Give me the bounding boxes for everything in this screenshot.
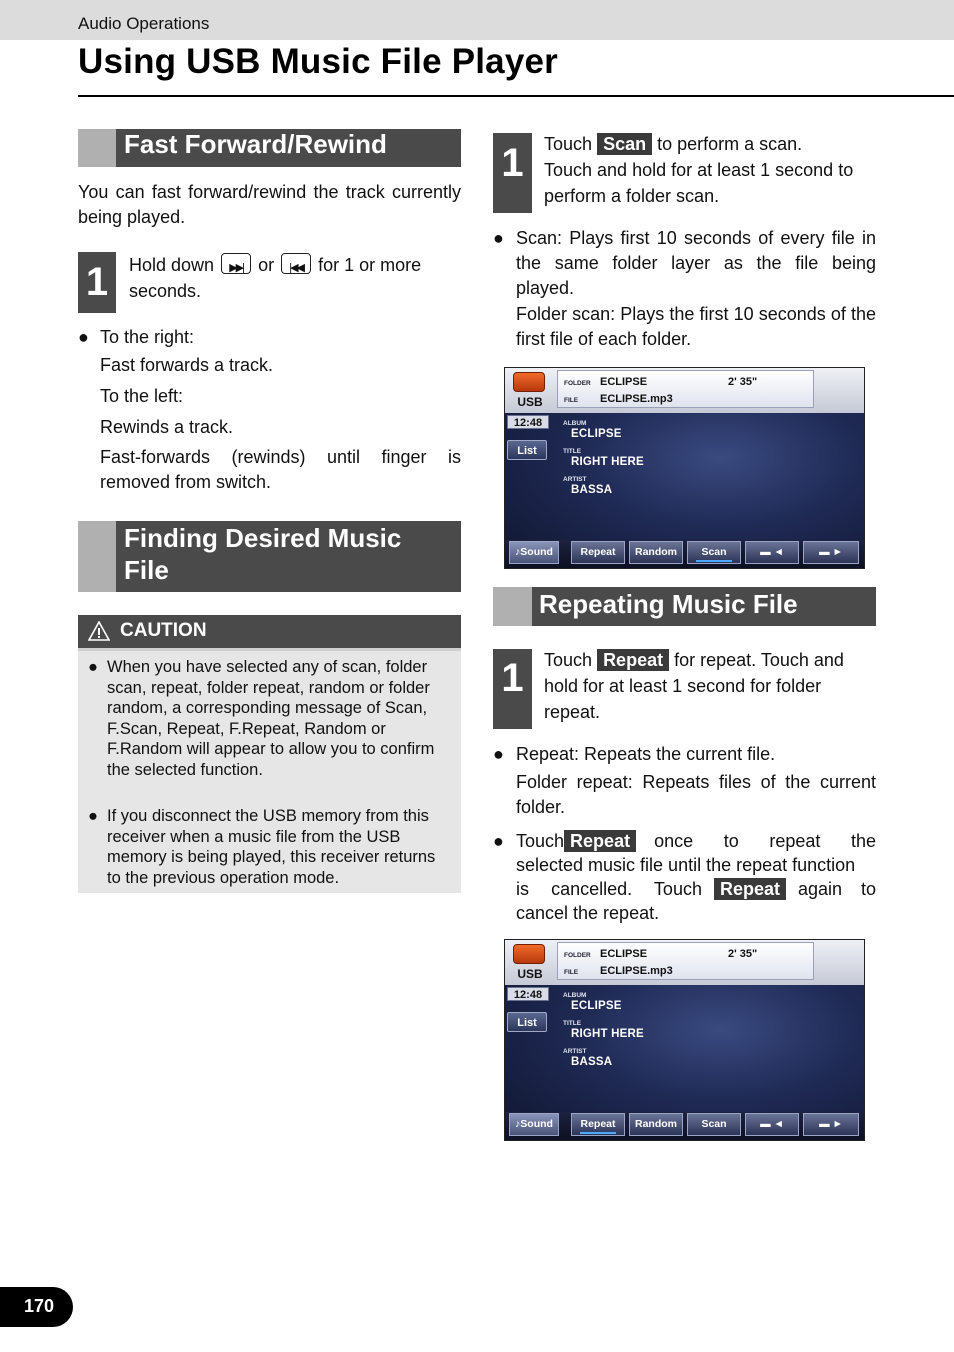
- sound-button[interactable]: ♪Sound: [509, 1113, 559, 1136]
- folder-icon: ▬: [819, 546, 830, 558]
- page-title: Using USB Music File Player: [78, 42, 558, 81]
- right-description: Fast forwards a track.: [100, 355, 274, 375]
- title-divider: [78, 95, 954, 97]
- track-info-panel: FOLDER ECLIPSE 2' 35" FILE ECLIPSE.mp3: [557, 942, 814, 980]
- fast-forward-heading: Fast Forward/Rewind: [78, 129, 461, 167]
- clock: 12:48: [507, 987, 549, 1001]
- top-bar: [0, 0, 954, 40]
- scan-button[interactable]: Scan: [687, 1113, 741, 1136]
- warning-icon: [88, 621, 110, 641]
- usb-logo-icon: [513, 944, 545, 964]
- hold-description: Fast-forwards (rewinds) until finger is removed from switch.: [100, 447, 461, 492]
- section-label: Audio Operations: [78, 14, 210, 33]
- folder-prev-button[interactable]: ▬ ◄: [745, 541, 799, 564]
- repeat-heading: Repeating Music File: [493, 587, 876, 626]
- caution-item: ● If you disconnect the USB memory from this receiver when a music file from the USB memory is being played, this receiver returns to the previous operation mode.: [88, 807, 436, 887]
- bullet-icon: ●: [88, 658, 98, 676]
- bullet-icon: ●: [493, 744, 504, 764]
- track-info-panel: FOLDER ECLIPSE 2' 35" FILE ECLIPSE.mp3: [557, 370, 814, 408]
- sound-button[interactable]: ♪Sound: [509, 541, 559, 564]
- list-button[interactable]: List: [507, 440, 547, 460]
- folder-icon: ▬: [819, 1118, 830, 1130]
- skip-back-key-icon: |◀◀: [281, 253, 311, 274]
- caution-body: [78, 648, 461, 893]
- scan-button[interactable]: Scan: [687, 541, 741, 564]
- caution-header: CAUTION: [78, 615, 461, 648]
- repeat-button-label: Repeat: [564, 830, 636, 852]
- finding-heading: Finding Desired Music File: [78, 521, 461, 592]
- random-button[interactable]: Random: [629, 1113, 683, 1136]
- usb-player-screen-repeat: USB FOLDER ECLIPSE 2' 35" FILE ECLIPSE.mp3 12:48 List ALBUM ECLIPSE TITLE RIGHT HERE ARTIST BASSA ♪Sound Repeat Random Scan ▬ ◄ ▬ ►: [504, 939, 865, 1141]
- folder-repeat-description: Folder repeat: Repeats files of the current folder.: [516, 772, 876, 817]
- folder-icon: ▬: [760, 546, 771, 558]
- bullet-icon: ●: [78, 327, 89, 347]
- folder-next-button[interactable]: ▬ ►: [803, 1113, 859, 1136]
- scan-step-text: Touch Scan to perform a scan. Touch and hold for at least 1 second to perform a folder scan.: [544, 134, 854, 206]
- caution-item: ● When you have selected any of scan, folder scan, repeat, folder repeat, random or folder random, a corresponding message of Scan, F.Scan, Repeat, F.Repeat, Random or F.Random will appear to allow you to confirm the selected function.: [88, 658, 435, 779]
- repeat-step-number: 1: [493, 649, 532, 729]
- page-number: 170: [0, 1287, 73, 1327]
- repeat-button[interactable]: Repeat: [571, 1113, 625, 1136]
- scan-step-number: 1: [493, 133, 532, 213]
- repeat-step-text: Touch Repeat for repeat. Touch and hold for at least 1 second for folder repeat.: [544, 650, 844, 722]
- usb-player-screen-scan: USB FOLDER ECLIPSE 2' 35" FILE ECLIPSE.mp3 12:48 List ALBUM ECLIPSE TITLE RIGHT HERE ARTIST BASSA ♪Sound Repeat Random Scan ▬ ◄ ▬ ►: [504, 367, 865, 569]
- folder-next-button[interactable]: ▬ ►: [803, 541, 859, 564]
- left-label: To the left:: [100, 386, 184, 406]
- bullet-icon: ●: [493, 831, 504, 851]
- skip-forward-key-icon: ▶▶|: [221, 253, 251, 274]
- usb-logo-icon: [513, 372, 545, 392]
- bullet-icon: ●: [493, 228, 504, 248]
- random-button[interactable]: Random: [629, 541, 683, 564]
- clock: 12:48: [507, 415, 549, 429]
- repeat-button-label: Repeat: [714, 878, 786, 900]
- repeat-button-label: Repeat: [597, 649, 669, 671]
- folder-prev-button[interactable]: ▬ ◄: [745, 1113, 799, 1136]
- fast-forward-intro: You can fast forward/rewind the track currently being played.: [78, 182, 461, 227]
- bullet-icon: ●: [88, 807, 98, 825]
- left-description: Rewinds a track.: [100, 417, 234, 437]
- scan-button-label: Scan: [597, 133, 652, 155]
- fast-forward-step-number: 1: [78, 252, 116, 313]
- fast-forward-step-text: Hold down ▶▶| or |◀◀ for 1 or more seconds.: [129, 255, 422, 301]
- repeat-button[interactable]: Repeat: [571, 541, 625, 564]
- usb-source-button[interactable]: USB: [507, 370, 553, 411]
- usb-source-button[interactable]: USB: [507, 942, 553, 983]
- list-button[interactable]: List: [507, 1012, 547, 1032]
- folder-icon: ▬: [760, 1118, 771, 1130]
- folder-scan-description: Folder scan: Plays the first 10 seconds of the first file of each folder.: [516, 304, 876, 349]
